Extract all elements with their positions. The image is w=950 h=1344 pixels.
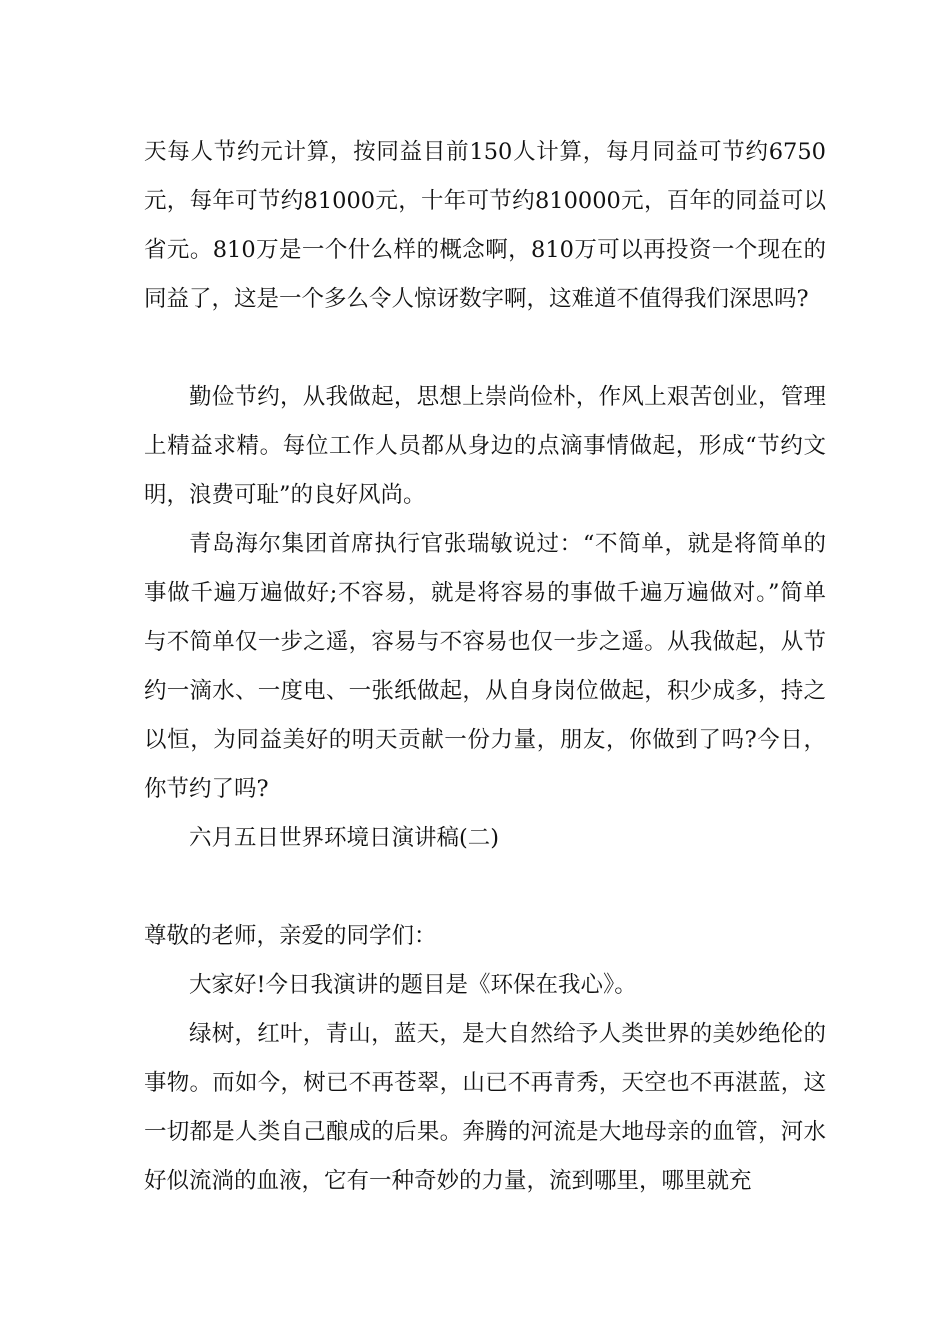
- paragraph-haier-quote: 青岛海尔集团首席执行官张瑞敏说过：“不简单，就是将简单的事做千遍万遍做好;不容易，就是将容易的事做千遍万遍做对。”简单与不简单仅一步之遥，容易与不容易也仅一步之遥。从我做起，从节约一滴水、一度电、一张纸做起，从自身岗位做起，积少成多，持之以恒，为同益美好的明天贡献一份力量，朋友，你做到了吗?今日，你节约了吗?: [144, 531, 826, 802]
- document-body: [144, 128, 826, 1206]
- paragraph-savings-calculation: 天每人节约元计算，按同益目前150人计算，每月同益可节约6750元，每年可节约81000元，十年可节约810000元，百年的同益可以省元。810万是一个什么样的概念啊，810万可以再投资一个现在的同益了，这是一个多么令人惊讶数字啊，这难道不值得我们深思吗?: [144, 139, 826, 312]
- paragraph-nature-description: 绿树，红叶，青山，蓝天，是大自然给予人类世界的美妙绝伦的事物。而如今，树已不再苍翠，山已不再青秀，天空也不再湛蓝，这一切都是人类自己酿成的后果。奔腾的河流是大地母亲的血管，河水好似流淌的血液，它有一种奇妙的力量，流到哪里，哪里就充: [144, 1021, 826, 1194]
- section-title-speech-two: 六月五日世界环境日演讲稿(二): [189, 825, 500, 851]
- speech-greeting: 大家好!今日我演讲的题目是《环保在我心》。: [189, 972, 637, 998]
- speech-salutation: 尊敬的老师，亲爱的同学们：: [144, 923, 437, 949]
- paragraph-thrift-start-with-me: 勤俭节约，从我做起，思想上崇尚俭朴，作风上艰苦创业，管理上精益求精。每位工作人员都从身边的点滴事情做起，形成“节约文明，浪费可耻”的良好风尚。: [144, 384, 826, 508]
